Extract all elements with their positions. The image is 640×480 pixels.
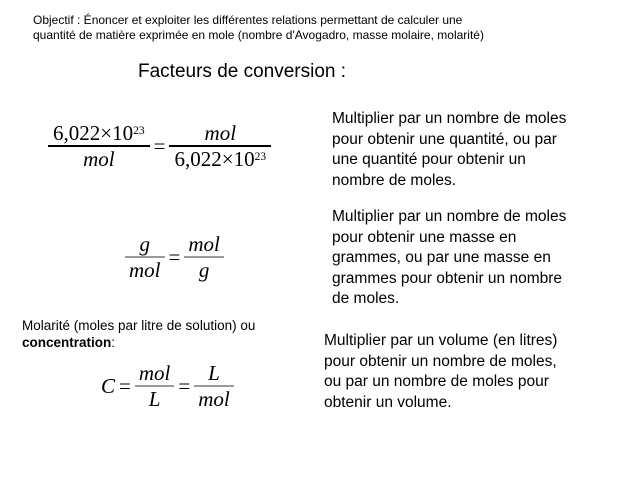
note-line: grammes, ou par une masse en bbox=[332, 249, 551, 266]
fraction-numerator: L bbox=[208, 361, 220, 385]
fraction-denominator: mol bbox=[129, 258, 161, 282]
note-line: Multiplier par un nombre de moles bbox=[332, 208, 567, 225]
fraction-numerator: mol bbox=[188, 232, 220, 256]
molarity-label-bold-word: concentration bbox=[22, 335, 112, 350]
exponent: 23 bbox=[254, 151, 267, 164]
note-line: nombre de moles. bbox=[332, 171, 457, 189]
molar-mass-fraction-right bbox=[184, 232, 224, 282]
molarity-label-line-2 bbox=[22, 334, 255, 351]
note-line: de moles. bbox=[332, 290, 400, 307]
note-molarity bbox=[324, 331, 557, 413]
equation-avogadro bbox=[48, 121, 271, 171]
equation-molarity bbox=[101, 361, 234, 411]
note-avogadro bbox=[332, 109, 566, 191]
page-title: Facteurs de conversion : bbox=[138, 61, 347, 82]
fraction-denominator: L bbox=[148, 387, 161, 411]
avogadro-fraction-left bbox=[48, 121, 150, 171]
equals-sign: = bbox=[153, 134, 166, 158]
equals-sign: = bbox=[178, 374, 191, 398]
note-line: une quantité pour obtenir un bbox=[332, 151, 526, 168]
note-line: obtenir un volume. bbox=[324, 393, 452, 411]
note-molar-mass bbox=[332, 207, 566, 310]
molarity-label bbox=[22, 317, 255, 351]
note-line: grammes pour obtenir un nombre bbox=[332, 269, 563, 287]
equation-molar-mass bbox=[125, 232, 224, 282]
note-line: pour obtenir un nombre de moles, bbox=[324, 352, 557, 370]
equals-sign: = bbox=[168, 245, 181, 269]
fraction-numerator: g bbox=[139, 232, 150, 256]
fraction-numerator bbox=[48, 121, 150, 145]
avogadro-fraction-right bbox=[169, 121, 271, 171]
note-line: pour obtenir une quantité, ou par bbox=[332, 130, 557, 148]
avogadro-number: 6,022×10 bbox=[53, 121, 134, 145]
molarity-symbol: C bbox=[101, 373, 116, 398]
exponent: 23 bbox=[133, 125, 145, 138]
note-line: Multiplier par un nombre de moles bbox=[332, 110, 567, 127]
molar-mass-fraction-left bbox=[125, 232, 165, 282]
objective-line-2: quantité de matière exprimée en mole (nombre d'Avogadro, masse molaire, molarité) bbox=[33, 27, 484, 42]
fraction-denominator: g bbox=[198, 258, 210, 282]
fraction-denominator bbox=[169, 147, 271, 171]
objective-line-1: Objectif : Énoncer et exploiter les différentes relations permettant de calculer une bbox=[33, 13, 463, 27]
avogadro-number: 6,022×10 bbox=[174, 147, 255, 171]
note-line: pour obtenir une masse en bbox=[332, 228, 517, 246]
molarity-fraction-right bbox=[194, 361, 234, 411]
equals-sign: = bbox=[119, 374, 131, 398]
fraction-numerator: mol bbox=[138, 361, 171, 385]
note-line: ou par un nombre de moles pour bbox=[324, 373, 549, 390]
fraction-numerator: mol bbox=[204, 121, 237, 145]
fraction-denominator: mol bbox=[83, 147, 115, 171]
molarity-label-colon: : bbox=[111, 335, 116, 350]
molarity-fraction-left bbox=[135, 361, 175, 411]
note-line: Multiplier par un volume (en litres) bbox=[324, 332, 558, 349]
fraction-denominator: mol bbox=[198, 387, 230, 411]
objective-text bbox=[33, 13, 484, 42]
molarity-label-line-1: Molarité (moles par litre de solution) ou bbox=[22, 318, 256, 333]
